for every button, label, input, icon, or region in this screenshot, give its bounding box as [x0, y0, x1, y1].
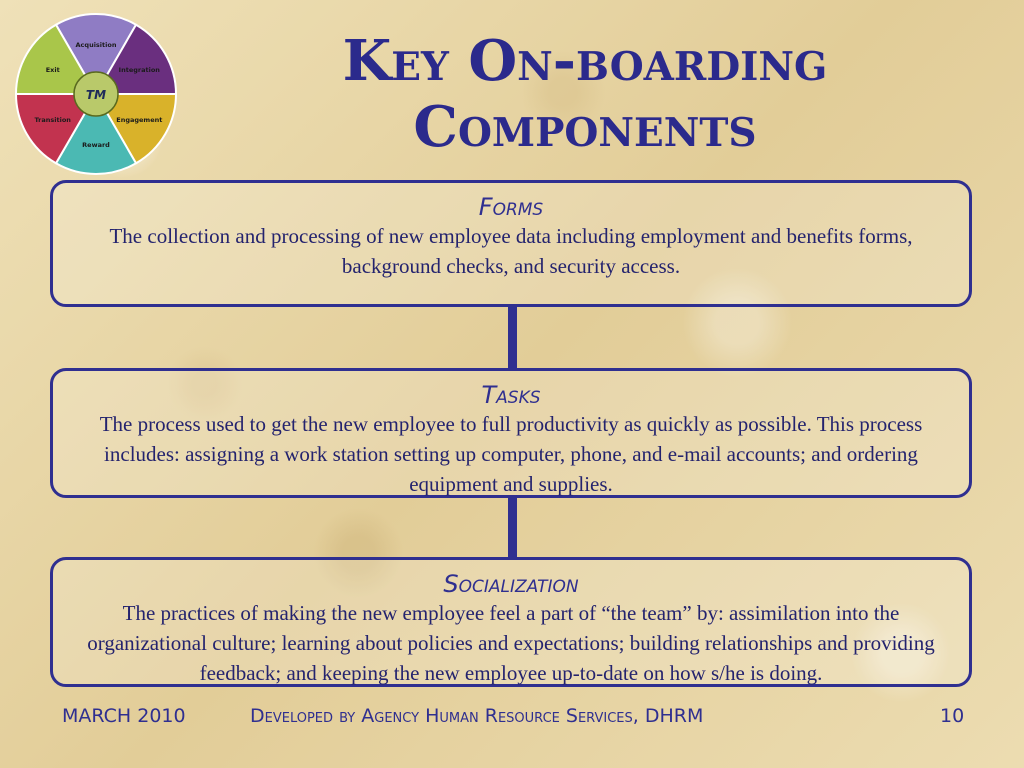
logo-label-exit: Exit [45, 66, 60, 74]
connector-forms-tasks [508, 307, 517, 369]
tasks-title: Tasks [481, 381, 541, 409]
logo-center-label: TM [85, 88, 107, 102]
logo-label-reward: Reward [82, 141, 110, 149]
socialization-description: The practices of making the new employee feel a part of “the team” by: assimilation into the organizational culture; learning about policies and expectations; building relationships and providing feedback; and keeping the new employee up-to-date on how s/he is doing. [87, 601, 935, 685]
talent-management-cycle-logo [8, 8, 188, 180]
footer-developer: Developed by Agency Human Resource Services, DHRM [250, 705, 704, 727]
socialization-box [50, 557, 972, 687]
forms-box [50, 180, 972, 307]
tasks-description: The process used to get the new employee to full productivity as quickly as possible. This process includes: assigning a work station setting up computer, phone, and e-mail accounts; and ordering equipment and supplies. [99, 412, 923, 496]
forms-title: Forms [478, 193, 544, 221]
connector-tasks-socialization [508, 498, 517, 558]
slide-title [240, 28, 930, 160]
slide-title-line-1: Key On-boarding [342, 28, 828, 94]
logo-label-transition: Transition [34, 116, 71, 124]
logo-label-engagement: Engagement [116, 116, 163, 124]
socialization-title: Socialization [443, 570, 579, 598]
slide-title-line-2: Components [413, 94, 757, 160]
footer-page-number: 10 [940, 705, 965, 727]
logo-label-acquisition: Acquisition [75, 41, 117, 49]
footer-date: MARCH 2010 [62, 705, 186, 727]
forms-description: The collection and processing of new employee data including employment and benefits forms, background checks, and security access. [109, 224, 913, 278]
tasks-box [50, 368, 972, 498]
logo-label-integration: Integration [118, 66, 160, 74]
